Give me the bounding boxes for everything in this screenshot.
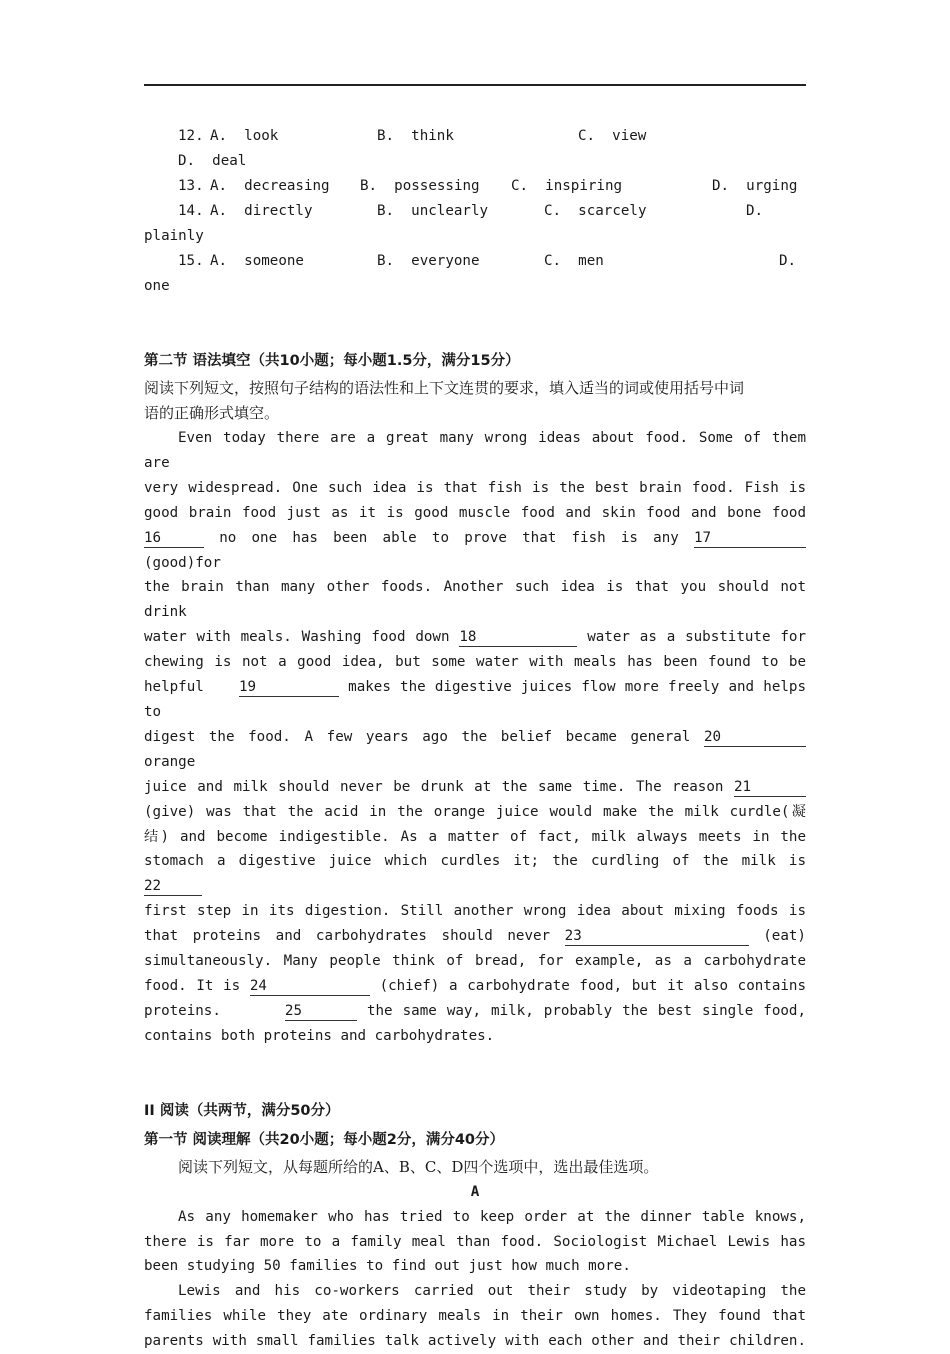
blank-20[interactable]: 20: [704, 729, 806, 747]
passage-line: 结) and become indigestible. As a matter of fact, milk always meets in the: [144, 828, 806, 845]
question-number: 12.: [178, 128, 204, 144]
question-number: 15.: [178, 253, 204, 269]
passage-line: As any homemaker who has tried to keep order at the dinner table knows,: [178, 1208, 806, 1225]
option-c: C. scarcely: [544, 203, 647, 219]
option-c: C. men: [544, 253, 604, 269]
option-b: B. think: [377, 128, 454, 144]
option-row-12: [144, 124, 806, 149]
option-d: D. urging: [712, 178, 798, 194]
passage-line: very widespread. One such idea is that fish is the best brain food. Fish is: [144, 479, 806, 496]
passage-line: that proteins and carbohydrates should never 23 (eat): [144, 928, 806, 945]
blank-25[interactable]: 25: [285, 1003, 357, 1021]
question-number: 13.: [178, 178, 204, 194]
passage-line: 16 no one has been able to prove that fish is any 17 (good)for: [144, 526, 806, 576]
option-b: B. possessing: [360, 178, 480, 194]
passage-line: simultaneously. Many people think of bread, for example, as a carbohydrate: [144, 953, 806, 970]
reading-section-1-title: 第一节 阅读理解（共20小题；每小题2分，满分40分）: [144, 1131, 504, 1148]
blank-17[interactable]: 17: [694, 530, 806, 548]
option-row-15-cont: [144, 274, 806, 299]
option-d: D. deal: [178, 153, 247, 169]
passage-line: contains both proteins and carbohydrates.: [144, 1027, 495, 1044]
option-d: D.: [779, 253, 797, 269]
section-2-title: 第二节 语法填空（共10小题；每小题1.5分，满分15分）: [144, 353, 520, 369]
blank-18[interactable]: 18: [459, 629, 577, 647]
passage-line: (give) was that the acid in the orange juice would make the milk curdle(凝: [144, 803, 806, 820]
reading-passage-a: [144, 1205, 806, 1354]
exam-page: [144, 124, 806, 1354]
option-row-14: [144, 199, 806, 224]
blank-16[interactable]: 16: [144, 530, 204, 548]
passage-line: stomach a digestive juice which curdles it; the curdling of the milk is 22: [144, 853, 806, 895]
section-2-instruction-cont: 语的正确形式填空。: [144, 404, 280, 422]
passage-line: water with meals. Washing food down 18 water as a substitute for: [144, 629, 806, 646]
blank-22[interactable]: 22: [144, 878, 202, 896]
option-row-13: [144, 174, 806, 199]
passage-line: proteins. 25 the same way, milk, probably the best single food,: [144, 1002, 806, 1019]
part-2-title: II 阅读（共两节，满分50分）: [144, 1102, 340, 1119]
option-d: D.: [746, 203, 764, 219]
passage-line: been studying 50 families to find out just how much more.: [144, 1258, 631, 1275]
passage-line: first step in its digestion. Still another wrong idea about mixing foods is: [144, 903, 806, 920]
passage-line: Lewis and his co-workers carried out their study by videotaping the: [178, 1283, 806, 1300]
blank-21[interactable]: 21: [734, 779, 806, 797]
option-a: A. directly: [210, 203, 313, 219]
option-a: A. someone: [210, 253, 304, 269]
option-b: B. everyone: [377, 253, 480, 269]
grammar-passage: [144, 426, 806, 1049]
passage-line: families while they ate ordinary meals in their own homes. They found that: [144, 1308, 806, 1325]
passage-line: good brain food just as it is good muscle food and skin food and bone food: [144, 504, 806, 521]
question-number: 14.: [178, 203, 204, 219]
passage-line: food. It is 24 (chief) a carbohydrate food, but it also contains: [144, 977, 806, 994]
passage-line: helpful 19 makes the digestive juices flow more freely and helps to: [144, 679, 806, 720]
option-d-text: one: [144, 278, 170, 294]
option-b: B. unclearly: [377, 203, 489, 219]
option-c: C. inspiring: [511, 178, 623, 194]
passage-line: chewing is not a good idea, but some water with meals has been found to be: [144, 654, 806, 671]
option-row-15: [144, 249, 806, 274]
reading-instruction: 阅读下列短文，从每题所给的A、B、C、D四个选项中，选出最佳选项。: [178, 1157, 659, 1176]
passage-line: there is far more to a family meal than food. Sociologist Michael Lewis has: [144, 1233, 806, 1250]
option-a: A. decreasing: [210, 178, 330, 194]
blank-23[interactable]: 23: [565, 928, 749, 946]
passage-line: juice and milk should never be drunk at the same time. The reason 21: [144, 775, 806, 800]
blank-19[interactable]: 19: [239, 679, 339, 697]
option-row-12-cont: [144, 149, 806, 174]
header-rule: [144, 84, 806, 86]
option-row-14-cont: [144, 224, 806, 249]
blank-24[interactable]: 24: [250, 978, 370, 996]
passage-line: Even today there are a great many wrong ideas about food. Some of them are: [144, 430, 806, 471]
passage-line: parents with small families talk actively with each other and their children.: [144, 1333, 806, 1350]
passage-line: the brain than many other foods. Another such idea is that you should not drink: [144, 579, 806, 621]
option-a: A. look: [210, 128, 279, 144]
passage-line: digest the food. A few years ago the belief became general 20 orange: [144, 725, 806, 775]
section-2-instruction: 阅读下列短文，按照句子结构的语法性和上下文连贯的要求，填入适当的词或使用括号中词: [144, 379, 745, 397]
passage-label: A: [470, 1183, 480, 1200]
option-d-text: plainly: [144, 228, 204, 244]
options-block: [144, 124, 806, 299]
option-c: C. view: [578, 128, 647, 144]
